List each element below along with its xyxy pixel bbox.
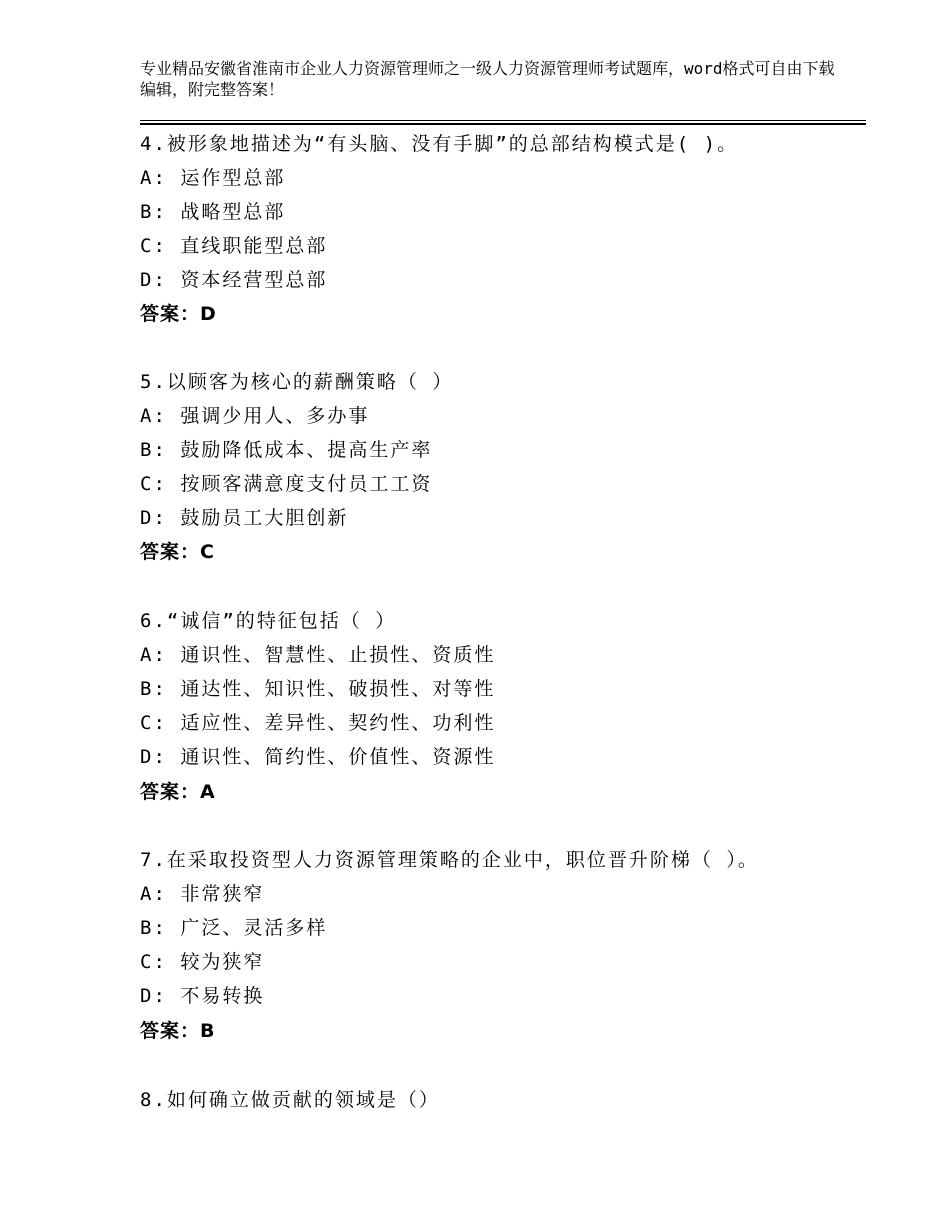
answer-text: 答案：D: [140, 303, 217, 325]
option-a: A: 通识性、智慧性、止损性、资质性: [140, 644, 496, 666]
question-stem: 8.如何确立做贡献的领域是（）: [140, 1089, 440, 1111]
option-a: A: 非常狭窄: [140, 883, 265, 905]
option-c: C: 较为狭窄: [140, 951, 265, 973]
option-b: B: 鼓励降低成本、提高生产率: [140, 439, 433, 461]
option-a: A: 强调少用人、多办事: [140, 405, 370, 427]
option-a: A: 运作型总部: [140, 167, 286, 189]
option-d: D: 不易转换: [140, 985, 265, 1007]
option-b: B: 通达性、知识性、破损性、对等性: [140, 678, 496, 700]
header-divider-thick: [140, 123, 866, 125]
answer-text: 答案：A: [140, 781, 216, 803]
question-stem: 4.被形象地描述为“有头脑、没有手脚”的总部结构模式是( )。: [140, 133, 739, 155]
header-divider-thin: [140, 120, 866, 121]
option-b: B: 战略型总部: [140, 201, 286, 223]
question-stem: 7.在采取投资型人力资源管理策略的企业中，职位晋升阶梯（ ）。: [140, 849, 759, 871]
option-c: C: 适应性、差异性、契约性、功利性: [140, 712, 496, 734]
option-d: D: 通识性、简约性、价值性、资源性: [140, 746, 496, 768]
option-d: D: 鼓励员工大胆创新: [140, 507, 349, 529]
question-stem: 6.“诚信”的特征包括（ ）: [140, 610, 397, 632]
option-d: D: 资本经营型总部: [140, 269, 328, 291]
document-header: 专业精品安徽省淮南市企业人力资源管理师之一级人力资源管理师考试题库，word格式可自由下载编辑，附完整答案！: [140, 59, 835, 99]
option-c: C: 按顾客满意度支付员工工资: [140, 473, 433, 495]
answer-text: 答案：B: [140, 1020, 216, 1042]
question-stem: 5.以顾客为核心的薪酬策略（ ）: [140, 371, 454, 393]
option-c: C: 直线职能型总部: [140, 235, 328, 257]
option-b: B: 广泛、灵活多样: [140, 917, 328, 939]
answer-text: 答案：C: [140, 541, 215, 563]
